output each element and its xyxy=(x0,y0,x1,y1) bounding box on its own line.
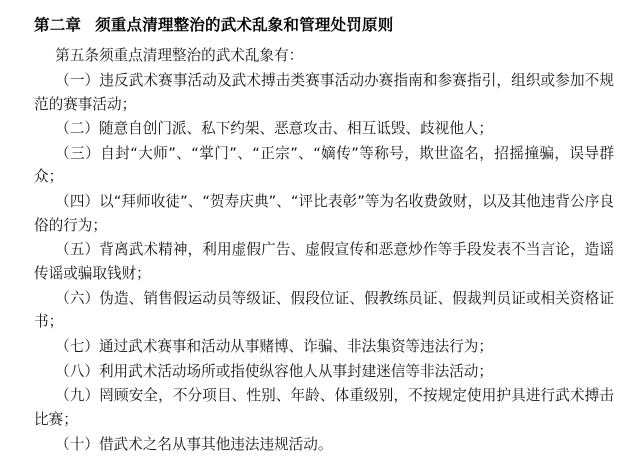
list-item: （六）伪造、销售假运动员等级证、假段位证、假教练员证、假裁判员证或相关资格证书； xyxy=(34,289,614,331)
list-item: （一）违反武术赛事活动及武术搏击类赛事活动办赛指南和参赛指引，组织或参加不规范的赛事活动； xyxy=(34,71,614,113)
article-label: 第五条 xyxy=(55,47,99,65)
chapter-number: 第二章 xyxy=(34,16,82,34)
list-item: （十）借武术之名从事其他违法违规活动。 xyxy=(55,435,333,453)
article-body xyxy=(34,44,614,456)
list-item: （八）利用武术活动场所或指使纵容他人从事封建迷信等非法活动； xyxy=(55,362,493,380)
list-item: （五）背离武术精神，利用虚假广告、虚假宣传和恶意炒作等手段发表不当言论，造谣传谣或骗取钱财； xyxy=(34,241,614,283)
list-item: （四）以“拜师收徒”、“贺寿庆典”、“评比表彰”等为名收费敛财，以及其他违背公序良俗的行为； xyxy=(34,193,614,234)
list-item: （三）自封“大师”、“掌门”、“正宗”、“嫡传”等称号，欺世盗名，招摇撞骗，误导群众； xyxy=(34,144,614,186)
list-item: （九）罔顾安全，不分项目、性别、年龄、体重级别，不按规定使用护具进行武术搏击比赛； xyxy=(34,387,614,428)
article-lead-text: 须重点清理整治的武术乱象有： xyxy=(98,47,304,65)
list-item: （二）随意自创门派、私下约架、恶意攻击、相互诋毁、歧视他人； xyxy=(55,120,493,138)
list-item: （七）通过武术赛事和活动从事赌博、诈骗、非法集资等违法行为； xyxy=(55,337,493,355)
chapter-title-text: 须重点清理整治的武术乱象和管理处罚原则 xyxy=(95,16,394,34)
chapter-heading xyxy=(34,14,614,37)
article-lead-paragraph xyxy=(34,44,614,68)
